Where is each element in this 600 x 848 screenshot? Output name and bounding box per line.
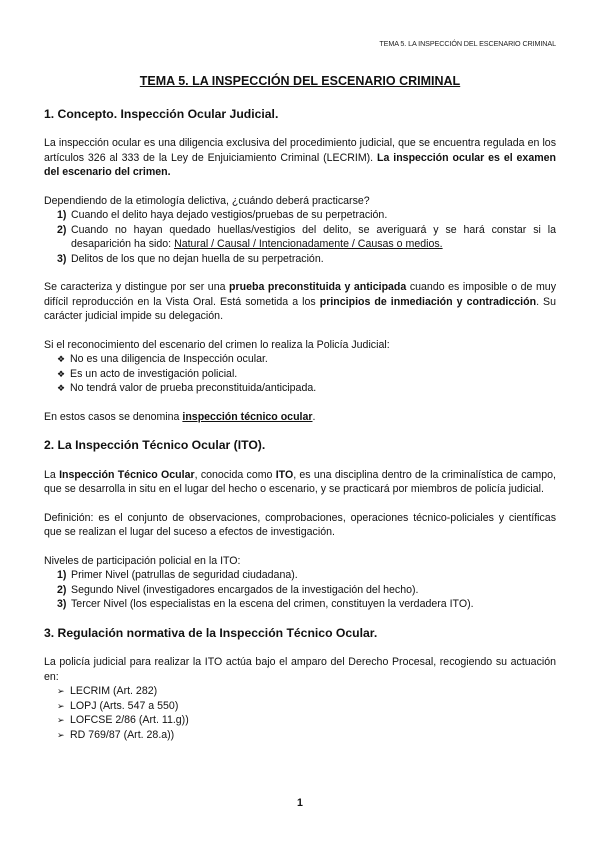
text-run: . — [312, 410, 316, 423]
bold-text-run: prueba preconstituida y anticipada — [229, 281, 407, 293]
list-number: 3) — [57, 598, 67, 610]
section-1-paragraph-1 — [44, 136, 556, 180]
text-run: En estos casos se denomina — [44, 410, 183, 423]
bold-text-run: principios de inmediación y contradicción — [319, 295, 537, 308]
list-number: 1) — [57, 209, 67, 221]
list-item-text: LECRIM (Art. 282) — [70, 685, 158, 697]
arrow-bullet-icon: ➢ — [57, 686, 65, 696]
list-item-text: Tercer Nivel (los especialistas en la escena del crimen, constituyen la verdadera ITO). — [71, 598, 474, 610]
list-item — [57, 223, 556, 252]
section-1-heading: 1. Concepto. Inspección Ocular Judicial. — [44, 106, 279, 121]
section-1-paragraph-3 — [44, 280, 556, 324]
document-body — [44, 74, 556, 756]
underlined-text-run: Natural / Causal / Intencionadamente / Causas o medios. — [174, 238, 443, 250]
section-1-bullet-list — [44, 352, 556, 396]
arrow-bullet-icon: ➢ — [57, 729, 65, 740]
text-run: La inspección ocular es una diligencia exclusiva del procedimiento judicial, que se encuentra regulada en los artículos 326 al 333 de la Ley de Enjuiciamiento Criminal (LECRIM). — [44, 137, 556, 164]
section-3-heading: 3. Regulación normativa de la Inspección Técnico Ocular. — [44, 625, 378, 640]
text-run: Se caracteriza y distingue por ser una — [44, 281, 230, 293]
section-3-paragraph-1: La policía judicial para realizar la ITO actúa bajo el amparo del Derecho Procesal, recogiendo su actuación en: — [44, 656, 556, 683]
list-item-text: Es un acto de investigación policial. — [70, 367, 238, 380]
diamond-bullet-icon: ❖ — [57, 368, 66, 379]
list-item-text: Cuando el delito haya dejado vestigios/pruebas de su perpetración. — [71, 209, 388, 221]
running-header: TEMA 5. LA INSPECCIÓN DEL ESCENARIO CRIMINAL — [379, 39, 556, 48]
list-item — [57, 568, 556, 583]
list-number: 2) — [57, 583, 67, 596]
section-1-paragraph-2: Dependiendo de la etimología delictiva, ¿cuándo deberá practicarse? — [44, 194, 370, 207]
list-item-text: Delitos de los que no dejan huella de su perpetración. — [71, 252, 324, 265]
text-run: Cuando no hayan quedado huellas/vestigios del delito, se averiguará y se hará constar si la desaparición ha sido: — [71, 223, 556, 250]
section-1-paragraph-5 — [44, 410, 556, 425]
document-title: TEMA 5. LA INSPECCIÓN DEL ESCENARIO CRIMINAL — [139, 74, 461, 88]
list-item-text: Segundo Nivel (investigadores encargados de la investigación del hecho). — [71, 583, 419, 596]
list-item — [57, 208, 556, 223]
list-item-text: LOFCSE 2/86 (Art. 11.g)) — [70, 714, 189, 726]
list-number: 2) — [57, 223, 67, 236]
text-run: La — [44, 468, 60, 481]
list-item — [57, 252, 556, 267]
list-item — [57, 728, 556, 743]
bold-text-run: La inspección ocular es el examen del escenario del crimen. — [44, 151, 556, 178]
section-2-paragraph-3: Niveles de participación policial en la ITO: — [44, 554, 241, 567]
list-item — [57, 597, 556, 612]
section-2-paragraph-2: Definición: es el conjunto de observaciones, comprobaciones, operaciones técnico-policiales y científicas que se realizan el lugar del suceso a efectos de investigación. — [44, 511, 556, 538]
section-1-numbered-list — [44, 208, 556, 266]
list-item — [57, 684, 556, 699]
list-item-text: No tendrá valor de prueba preconstituida/anticipada. — [70, 382, 317, 394]
bold-text-run: ITO — [275, 468, 294, 481]
diamond-bullet-icon: ❖ — [57, 383, 66, 393]
text-run: . Su carácter judicial impide su delegación. — [44, 295, 557, 322]
bold-underlined-text-run: inspección técnico ocular — [182, 410, 313, 423]
list-item — [57, 699, 556, 714]
list-item-text: No es una diligencia de Inspección ocular. — [70, 353, 268, 365]
arrow-bullet-icon: ➢ — [57, 700, 65, 711]
list-item — [57, 381, 556, 396]
section-1-paragraph-4: Si el reconocimiento del escenario del crimen lo realiza la Policía Judicial: — [44, 338, 390, 351]
list-item — [57, 583, 556, 598]
list-item-text: RD 769/87 (Art. 28.a)) — [70, 728, 175, 741]
list-item — [57, 352, 556, 367]
text-run: , es una disciplina dentro de la criminalística de campo, que se desarrolla in situ en el lugar del hecho o escenario, y se practicará por miembros de policía judicial. — [44, 468, 556, 495]
list-item-text: LOPJ (Arts. 547 a 550) — [70, 699, 179, 712]
bold-text-run: Inspección Técnico Ocular — [59, 468, 195, 481]
list-item-text: Primer Nivel (patrullas de seguridad ciudadana). — [71, 569, 298, 581]
list-item — [57, 367, 556, 382]
list-item-text — [71, 223, 556, 252]
text-run: cuando es imposible o de muy difícil reproducción en la Vista Oral. Está sometida a los — [44, 281, 556, 308]
section-2-heading: 2. La Inspección Técnico Ocular (ITO). — [44, 438, 266, 452]
page-number: 1 — [297, 797, 303, 809]
list-number: 3) — [57, 252, 67, 265]
section-3-arrow-list — [44, 684, 556, 742]
section-2-numbered-list — [44, 568, 556, 612]
text-run: , conocida como — [194, 468, 276, 481]
section-2-paragraph-1 — [44, 468, 556, 497]
list-number: 1) — [57, 569, 67, 581]
diamond-bullet-icon: ❖ — [57, 354, 66, 364]
list-item — [57, 713, 556, 728]
arrow-bullet-icon: ➢ — [57, 715, 65, 725]
